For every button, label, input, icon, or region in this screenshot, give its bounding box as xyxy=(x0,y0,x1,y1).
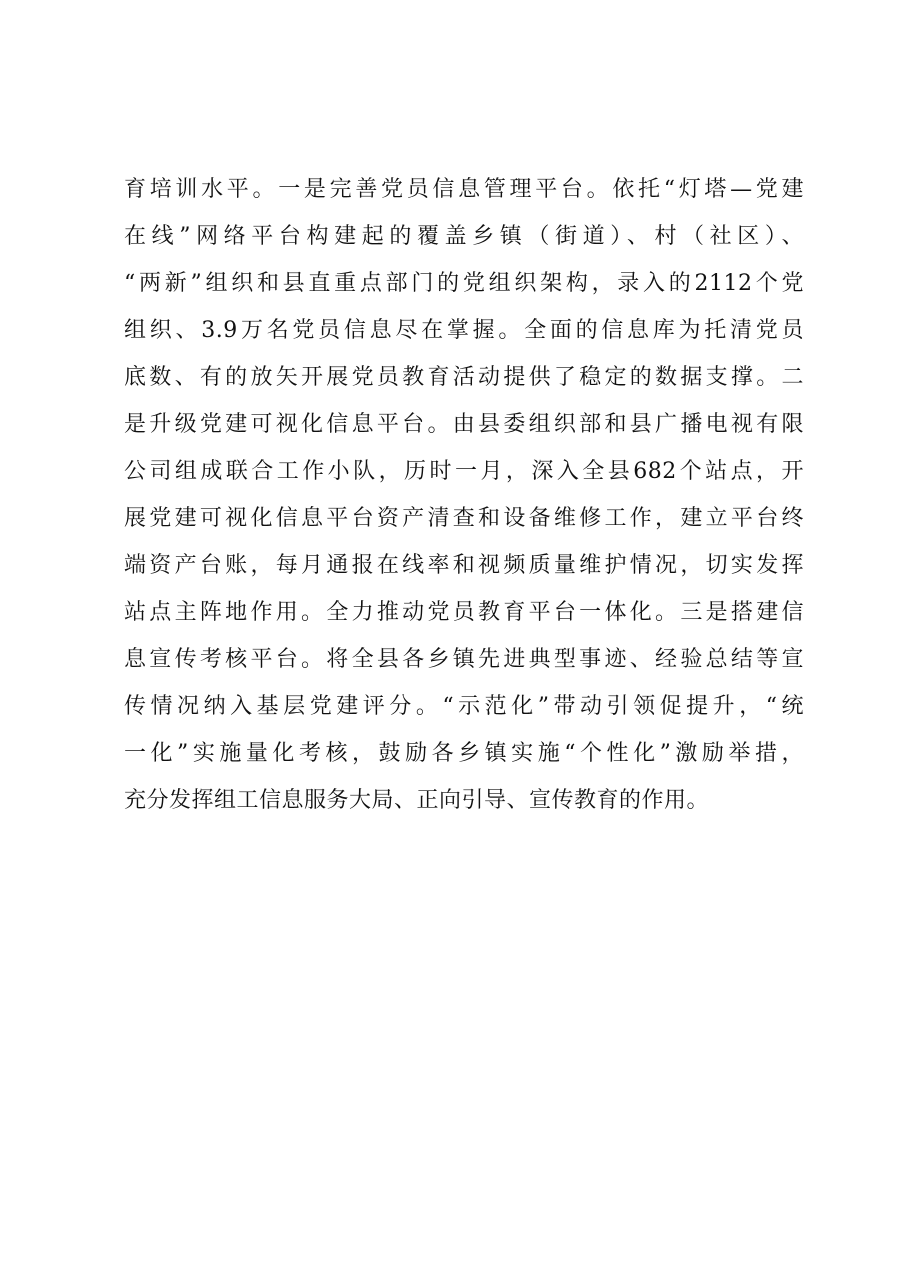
text-line: 传情况纳入基层党建评分。“示范化”带动引领促提升，“统 xyxy=(124,694,804,719)
text-line: 育培训水平。一是完善党员信息管理平台。依托“灯塔—党建 xyxy=(124,177,804,202)
text-line: 一化”实施量化考核，鼓励各乡镇实施“个性化”激励举措， xyxy=(124,741,804,766)
text-line: 息宣传考核平台。将全县各乡镇先进典型事迹、经验总结等宣 xyxy=(124,647,804,672)
text-line: 充分发挥组工信息服务大局、正向引导、宣传教育的作用。 xyxy=(124,788,710,813)
text-line: 站点主阵地作用。全力推动党员教育平台一体化。三是搭建信 xyxy=(124,600,804,625)
text-line: “两新”组织和县直重点部门的党组织架构，录入的2112个党 xyxy=(124,271,804,296)
text-line: 底数、有的放矢开展党员教育活动提供了稳定的数据支撑。二 xyxy=(124,365,804,390)
text-line: 在线”网络平台构建起的覆盖乡镇（街道）、村（社区）、 xyxy=(124,224,804,249)
text-line: 展党建可视化信息平台资产清查和设备维修工作，建立平台终 xyxy=(124,506,804,531)
text-line: 端资产台账，每月通报在线率和视频质量维护情况，切实发挥 xyxy=(124,553,804,578)
text-line: 组织、3.9万名党员信息尽在掌握。全面的信息库为托清党员 xyxy=(124,318,804,343)
body-paragraph xyxy=(124,166,804,824)
text-line: 是升级党建可视化信息平台。由县委组织部和县广播电视有限 xyxy=(124,412,804,437)
text-line: 公司组成联合工作小队，历时一月，深入全县682个站点，开 xyxy=(124,459,804,484)
